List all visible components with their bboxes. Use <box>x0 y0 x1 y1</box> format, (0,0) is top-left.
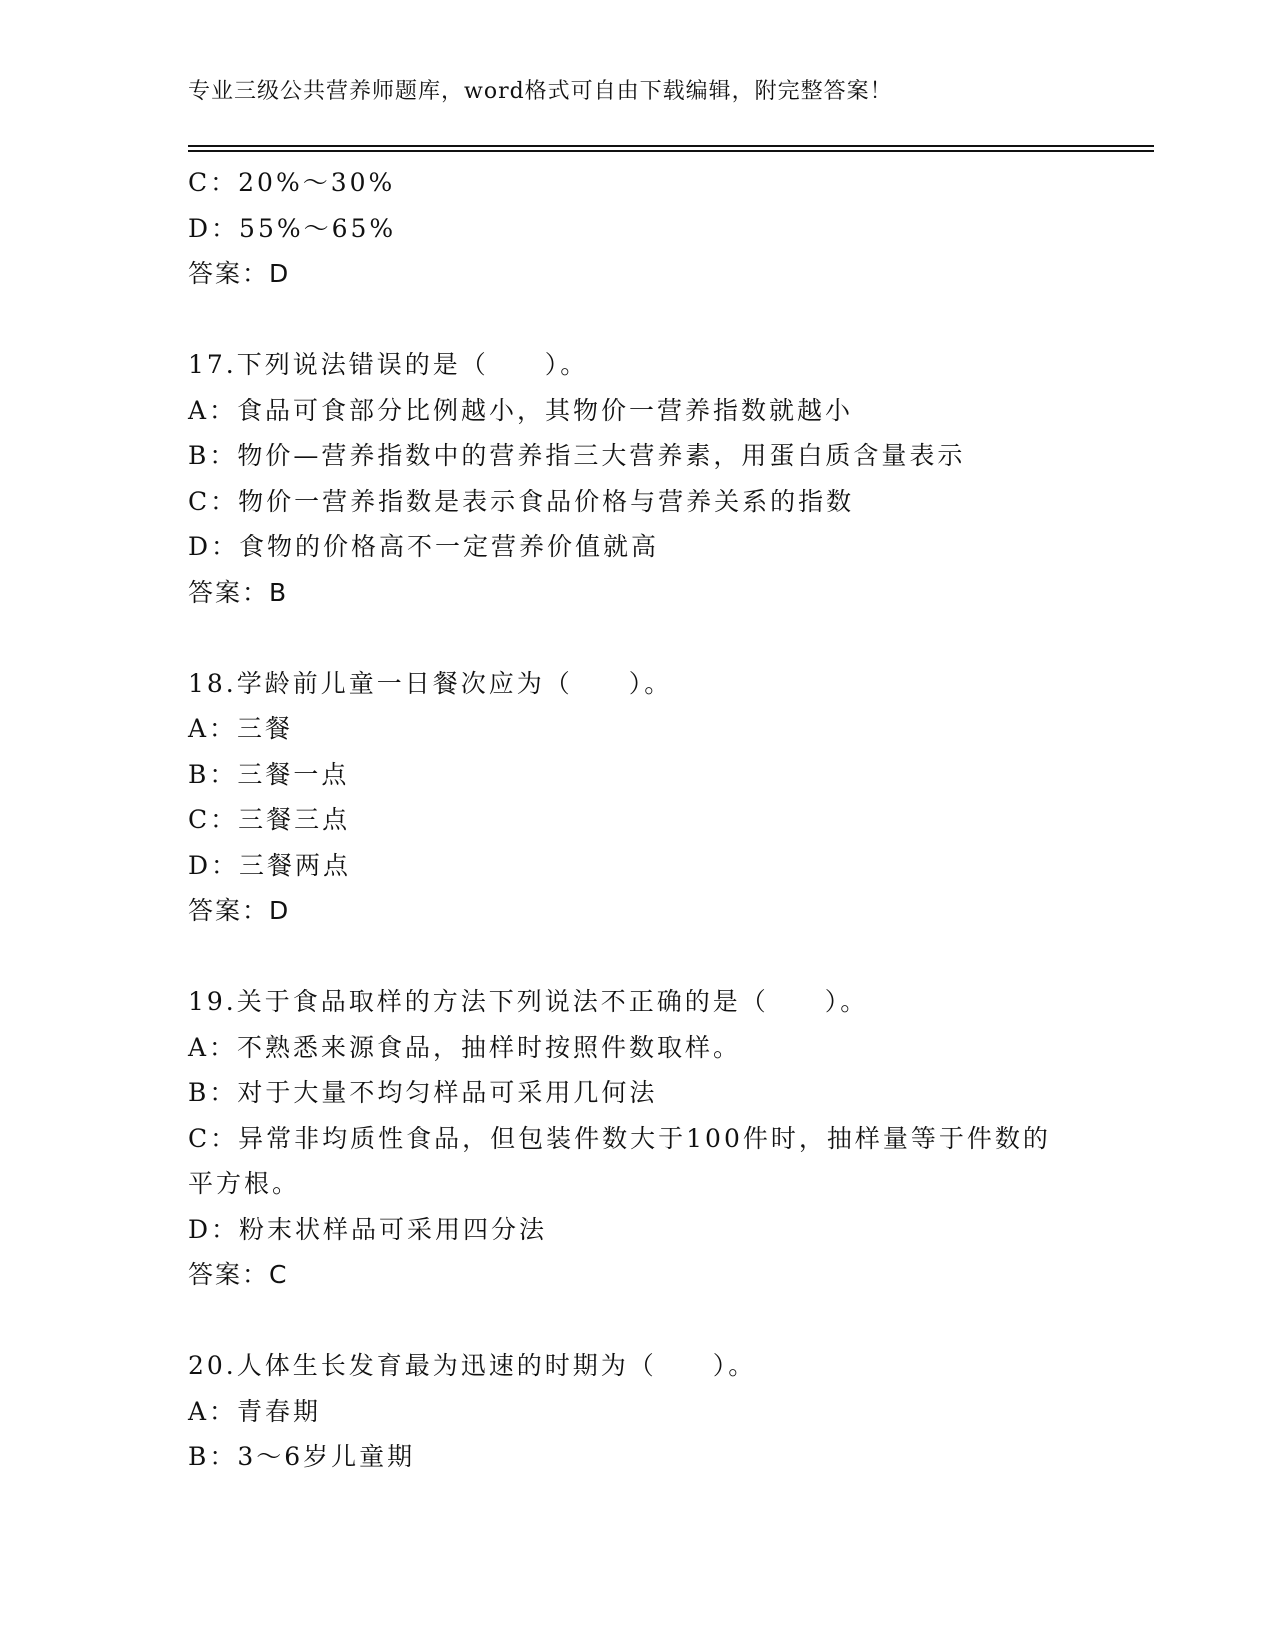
spacer <box>188 615 1088 661</box>
question-stem: 17.下列说法错误的是（ ）。 <box>188 350 589 379</box>
header-rule-bottom <box>188 150 1154 152</box>
option-b: B：物价—营养指数中的营养指三大营养素，用蛋白质含量表示 <box>188 441 966 470</box>
option-b: B：三餐一点 <box>188 759 350 789</box>
option-c: C：异常非均质性食品，但包装件数大于100件时，抽样量等于件数的 <box>188 1123 1051 1153</box>
option-c: C：物价一营养指数是表示食品价格与营养关系的指数 <box>188 486 855 516</box>
option-a: A：青春期 <box>188 1396 322 1426</box>
spacer <box>188 934 1088 980</box>
question-17 <box>188 342 1088 615</box>
spacer <box>188 297 1088 343</box>
answer-line: 答案：C <box>188 1260 289 1289</box>
answer-line: 答案：D <box>188 896 291 925</box>
option-a: A：三餐 <box>188 714 294 743</box>
question-stem: 19.关于食品取样的方法下列说法不正确的是（ ）。 <box>188 987 869 1016</box>
question-list <box>188 160 1088 1480</box>
option-d: D：食物的价格高不一定营养价值就高 <box>188 532 660 561</box>
option-d: D：粉末状样品可采用四分法 <box>188 1214 548 1244</box>
answer-line: 答案：D <box>188 259 291 288</box>
header-rule-top <box>188 145 1154 147</box>
question-16 <box>188 160 1088 297</box>
option-a: A：不熟悉来源食品，抽样时按照件数取样。 <box>188 1032 742 1062</box>
question-stem: 20.人体生长发育最为迅速的时期为（ ）。 <box>188 1351 757 1380</box>
page-header: 专业三级公共营养师题库，word格式可自由下载编辑，附完整答案！ <box>188 79 893 104</box>
option-c: C：20%～30% <box>188 168 396 197</box>
option-d: D：55%～65% <box>188 213 397 243</box>
option-b: B：3～6岁儿童期 <box>188 1442 416 1471</box>
question-stem: 18.学龄前儿童一日餐次应为（ ）。 <box>188 668 673 698</box>
question-20 <box>188 1343 1088 1480</box>
spacer <box>188 1298 1088 1344</box>
option-d: D：三餐两点 <box>188 850 352 880</box>
answer-line: 答案：B <box>188 577 289 607</box>
option-c: C：三餐三点 <box>188 805 351 834</box>
option-b: B：对于大量不均匀样品可采用几何法 <box>188 1078 658 1107</box>
question-18 <box>188 661 1088 934</box>
option-c-continuation: 平方根。 <box>188 1169 301 1198</box>
question-19 <box>188 979 1088 1298</box>
option-a: A：食品可食部分比例越小，其物价一营养指数就越小 <box>188 395 854 425</box>
